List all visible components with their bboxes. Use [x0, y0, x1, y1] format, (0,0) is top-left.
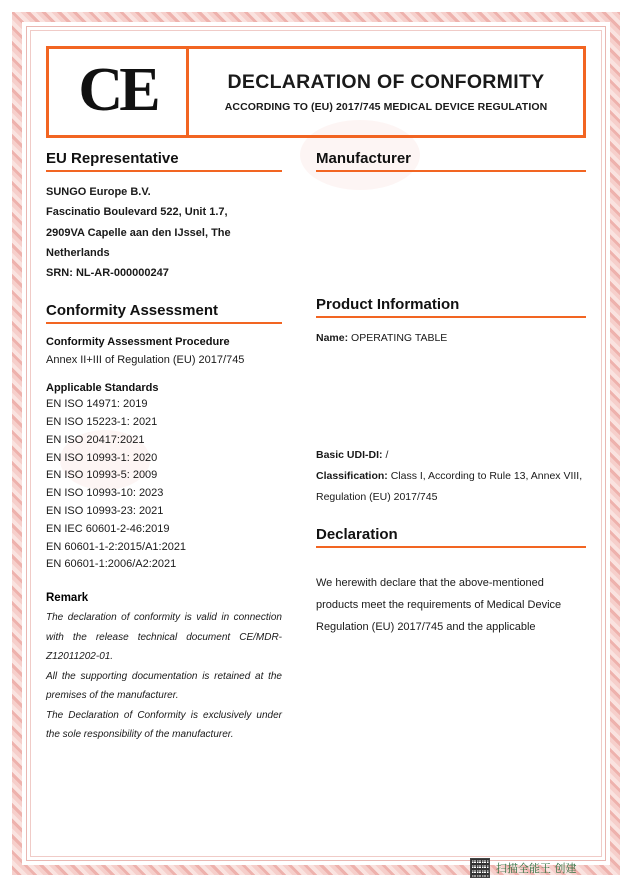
eu-rep-line: Netherlands: [46, 247, 110, 260]
standard-item: EN ISO 10993-23: 2021: [46, 504, 164, 517]
manufacturer-blank-area: [316, 182, 586, 278]
declaration-gap: [316, 558, 586, 572]
eu-rep-line: 2909VA Capelle aan den IJssel, The: [46, 226, 231, 239]
conformity-assessment-heading: Conformity Assessment: [46, 302, 282, 324]
standard-item: EN 60601-1-2:2015/A1:2021: [46, 540, 187, 553]
standard-item: EN ISO 10993-5: 2009: [46, 469, 158, 482]
standard-item: EN ISO 10993-10: 2023: [46, 487, 164, 500]
eu-rep-line: SUNGO Europe B.V.: [46, 186, 151, 198]
product-name-row: [316, 328, 586, 349]
standard-item: EN 60601-1:2006/A2:2021: [46, 558, 177, 571]
conformity-assessment-section: [46, 302, 282, 574]
page-title: DECLARATION OF CONFORMITY: [227, 71, 545, 93]
classification-row: [316, 466, 586, 508]
remark-section: [46, 592, 282, 745]
left-column: [46, 150, 298, 763]
standard-item: EN ISO 14971: 2019: [46, 398, 148, 411]
product-information-heading: Product Information: [316, 296, 586, 318]
eu-rep-srn: SRN: NL-AR-000000247: [46, 267, 169, 280]
declaration-heading: Declaration: [316, 526, 586, 548]
remark-body: [46, 608, 282, 745]
scanner-watermark: [470, 858, 577, 878]
eu-rep-line: Fascinatio Boulevard 522, Unit 1.7,: [46, 206, 228, 219]
document-content: [46, 46, 586, 836]
ce-mark-box: [49, 49, 189, 135]
standards-list: [46, 396, 282, 574]
declaration-body: We herewith declare that the above-mentioned products meet the requirements of Medical Device Regulation (EU) 2017/745 and the applicable: [316, 577, 562, 633]
page-subtitle: ACCORDING TO (EU) 2017/745 MEDICAL DEVICE REGULATION: [224, 101, 548, 113]
basic-udi-value: /: [385, 449, 389, 461]
eu-representative-heading: EU Representative: [46, 150, 282, 172]
remark-paragraph: The Declaration of Conformity is exclusively under the sole responsibility of the manufacturer.: [46, 709, 282, 741]
classification-label: Classification:: [316, 470, 388, 482]
remark-paragraph: The declaration of conformity is valid in connection with the release technical document CE/MDR-Z12011202-01.: [46, 612, 282, 663]
manufacturer-section: [316, 150, 586, 278]
ce-mark-icon: CE: [78, 56, 157, 124]
procedure-label: Conformity Assessment Procedure: [46, 335, 230, 348]
procedure-value: Annex II+III of Regulation (EU) 2017/745: [46, 353, 245, 366]
remark-heading: Remark: [46, 592, 89, 605]
standard-item: EN ISO 20417:2021: [46, 433, 145, 446]
product-name-label: Name:: [316, 332, 349, 344]
product-blank-area: [316, 349, 586, 445]
right-column: [298, 150, 586, 763]
standard-item: EN IEC 60601-2-46:2019: [46, 522, 170, 535]
standards-label: Applicable Standards: [46, 382, 159, 395]
remark-paragraph: All the supporting documentation is retained at the premises of the manufacturer.: [46, 670, 282, 702]
standard-item: EN ISO 15223-1: 2021: [46, 415, 158, 428]
manufacturer-heading: Manufacturer: [316, 150, 586, 172]
product-name-value: OPERATING TABLE: [351, 332, 448, 344]
eu-representative-section: [46, 150, 282, 284]
declaration-section: [316, 526, 586, 638]
basic-udi-row: [316, 445, 586, 466]
header-text: [189, 71, 583, 113]
qr-code-icon: [470, 858, 490, 878]
scanner-watermark-text: 扫描全能王 创建: [496, 862, 577, 875]
document-header: [46, 46, 586, 138]
classification-value: Class I, According to Rule 13, Annex VIII, Regulation (EU) 2017/745: [316, 470, 583, 503]
body-columns: [46, 150, 586, 763]
product-information-section: [316, 296, 586, 508]
basic-udi-label: Basic UDI-DI:: [316, 449, 383, 461]
standard-item: EN ISO 10993-1: 2020: [46, 451, 158, 464]
